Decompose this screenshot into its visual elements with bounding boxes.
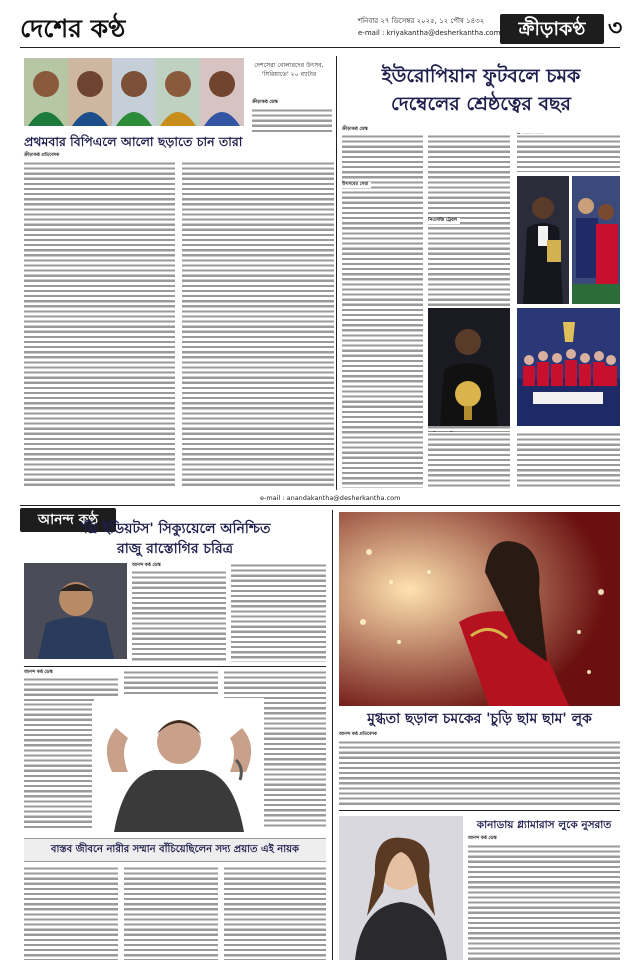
euro-body-col-3 [517, 134, 620, 172]
three-idiots-body-col-2 [231, 563, 326, 662]
winners-photo [517, 308, 620, 426]
player-3 [112, 58, 156, 126]
photo-caption: দেশসেরা বোলারদের উৎসব, 'সিরিয়াতে' ২০ ব্যাটার [254, 62, 324, 78]
ananda-email: e-mail : anandakantha@desherkantha.com [260, 494, 401, 502]
bpl-body-col-1 [24, 161, 175, 488]
nusrat-photo [339, 816, 463, 960]
sharman-joshi-image [24, 563, 127, 659]
sharman-joshi-photo [24, 563, 127, 659]
euro-headline-line-2: দেম্বেলের শ্রেষ্ঠত্বের বছর [390, 93, 572, 115]
three-idiots-headline-2: রাজু রাস্তোগির চরিত্র [117, 541, 233, 557]
chamak-photo [339, 512, 620, 706]
bpl-byline: ক্রীড়াকণ্ঠ প্রতিবেদক [24, 153, 60, 158]
euro-headline-line-1: ইউরোপিয়ান ফুটবলে চমক [381, 65, 581, 87]
ananda-column-rule [332, 510, 333, 960]
bpl-body [24, 161, 334, 488]
dembele-award-photo [517, 176, 569, 304]
ananda-rule [20, 505, 620, 506]
player-photo-strip [24, 58, 244, 126]
euro-subhead-2: পিএসজি ট্রেবল [428, 218, 460, 224]
player-2 [68, 58, 112, 126]
three-idiots-headline-1: 'থ্রি ইডিয়টস' সিক্যুয়েলে অনিশ্চিত [79, 521, 271, 537]
actor-body-bottom-1 [24, 866, 118, 960]
ananda-section-title: আনন্দ কণ্ঠ [37, 512, 99, 528]
actor-body-top-right [124, 670, 218, 695]
euro-body-col-5 [517, 432, 620, 488]
nusrat-headline: কানাডায় গ্ল্যামারাস লুকে নুসরাত [476, 819, 612, 831]
euro-side-body [252, 108, 332, 132]
masthead-rule [20, 47, 620, 48]
sports-email: e-mail : kriyakantha@desherkantha.com [358, 29, 501, 37]
psg-celebration-image [572, 176, 620, 304]
mugdhota-headline: মুগ্ধতা ছড়াল চমকের 'চুড়ি ছাম ছাম' লুক [367, 711, 592, 727]
nusrat-body [468, 844, 620, 960]
ballon-dor-photo [428, 308, 510, 426]
sports-column-rule [336, 56, 337, 490]
actor-headline: বাস্তব জীবনে নারীর সম্মান বাঁচিয়েছিলেন সদ্য প্রয়াত এই নায়ক [50, 844, 300, 855]
masthead [20, 14, 623, 44]
bpl-body-col-2 [182, 161, 334, 488]
mugdhota-rule [339, 810, 620, 811]
masthead-title: দেশের কণ্ঠ [20, 14, 126, 43]
cricket-players-image [24, 58, 244, 126]
euro-subhead-1: উৎসবের সেরা [342, 182, 371, 188]
nusrat-image [339, 816, 463, 960]
section-title: ক্রীড়াকণ্ঠ [518, 18, 586, 40]
nusrat-byline: আনন্দ কণ্ঠ ডেস্ক [468, 836, 497, 841]
actor-photo [94, 698, 264, 832]
three-idiots-byline: আনন্দ কণ্ঠ ডেস্ক [132, 563, 161, 568]
mugdhota-body [339, 740, 620, 806]
player-4 [156, 58, 200, 126]
mugdhota-byline: আনন্দ কণ্ঠ প্রতিবেদক [339, 732, 377, 737]
euro-side-byline: ক্রীড়াকণ্ঠ ডেস্ক [252, 100, 278, 105]
actor-byline: আনন্দ কণ্ঠ ডেস্ক [24, 670, 53, 675]
psg-celebration-photo [572, 176, 620, 304]
actor-headline-box [24, 838, 326, 862]
actor-body-left [24, 702, 92, 828]
euro-side-text [252, 108, 332, 132]
page-number: ৩ [608, 16, 623, 41]
chamak-image [339, 512, 620, 706]
three-idiots-rule [24, 666, 326, 667]
date-line: শনিবার ২৭ ডিসেম্বর ২০২৫, ১২ পৌষ ১৪৩২ [358, 17, 485, 25]
dembele-award-image [517, 176, 569, 304]
actor-body-bottom-3 [224, 866, 326, 960]
euro-body-col-4 [428, 432, 510, 488]
bpl-headline: প্রথমবার বিপিএলে আলো ছড়াতে চান তারা [24, 134, 243, 149]
winners-image [517, 308, 620, 426]
section-title-box [500, 14, 604, 44]
player-1 [24, 58, 68, 126]
actor-image [94, 698, 264, 832]
player-5 [200, 58, 244, 126]
actor-body-bottom-2 [124, 866, 218, 960]
euro-byline: ক্রীড়াকণ্ঠ ডেস্ক [342, 127, 368, 132]
three-idiots-body-col-1 [132, 570, 226, 662]
ballon-dor-image [428, 308, 510, 426]
